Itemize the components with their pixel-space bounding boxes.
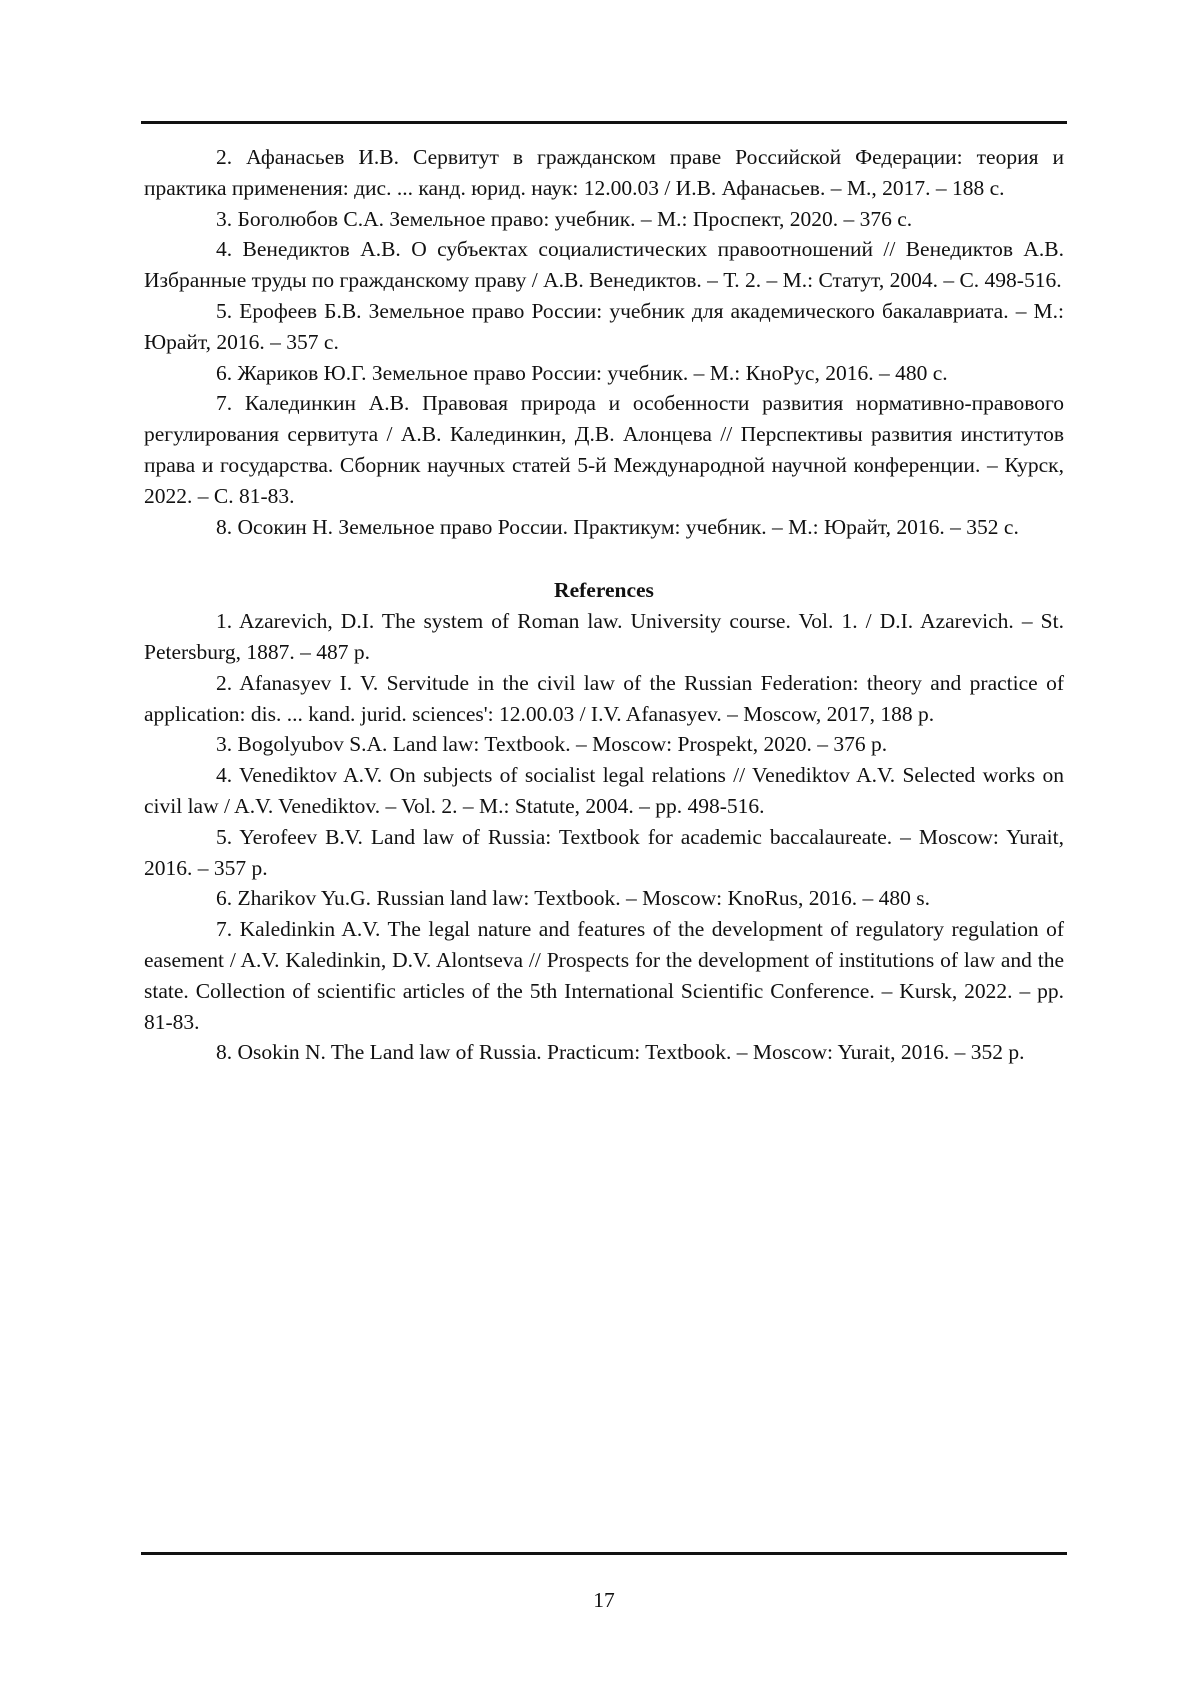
- reference-item: 8. Осокин Н. Земельное право России. Практикум: учебник. – М.: Юрайт, 2016. – 352 с.: [144, 512, 1064, 543]
- page-content: [144, 142, 1064, 1068]
- page-number: 17: [0, 1585, 1200, 1615]
- reference-item: 1. Azarevich, D.I. The system of Roman law. University course. Vol. 1. / D.I. Azarevich. – St. Petersburg, 1887. – 487 p.: [144, 606, 1064, 668]
- reference-item: 4. Венедиктов А.В. О субъектах социалистических правоотношений // Венедиктов А.В. Избранные труды по гражданскому праву / А.В. Венедиктов. – Т. 2. – М.: Статут, 2004. – С. 498-516.: [144, 234, 1064, 296]
- reference-item: 8. Osokin N. The Land law of Russia. Practicum: Textbook. – Moscow: Yurait, 2016. – 352 p.: [144, 1037, 1064, 1068]
- reference-item: 7. Калединкин А.В. Правовая природа и особенности развития нормативно-правового регулирования сервитута / А.В. Калединкин, Д.В. Алонцева // Перспективы развития институтов права и государства. Сборник научных статей 5-й Международной научной конференции. – Курск, 2022. – С. 81-83.: [144, 388, 1064, 511]
- reference-item: 7. Kaledinkin A.V. The legal nature and features of the development of regulatory regulation of easement / A.V. Kaledinkin, D.V. Alontseva // Prospects for the development of institutions of law and the state. Collection of scientific articles of the 5th International Scientific Conference. – Kursk, 2022. – pp. 81-83.: [144, 914, 1064, 1037]
- reference-item: 6. Жариков Ю.Г. Земельное право России: учебник. – М.: КноРус, 2016. – 480 с.: [144, 358, 1064, 389]
- reference-item: 2. Афанасьев И.В. Сервитут в гражданском праве Российской Федерации: теория и практика применения: дис. ... канд. юрид. наук: 12.00.03 / И.В. Афанасьев. – М., 2017. – 188 с.: [144, 142, 1064, 204]
- reference-item: 2. Afanasyev I. V. Servitude in the civil law of the Russian Federation: theory and practice of application: dis. ... kand. jurid. sciences': 12.00.03 / I.V. Afanasyev. – Moscow, 2017, 188 p.: [144, 668, 1064, 730]
- reference-item: 5. Yerofeev B.V. Land law of Russia: Textbook for academic baccalaureate. – Moscow: Yurait, 2016. – 357 p.: [144, 822, 1064, 884]
- header-rule: [141, 121, 1067, 124]
- reference-item: 5. Ерофеев Б.В. Земельное право России: учебник для академического бакалавриата. – М.: Юрайт, 2016. – 357 с.: [144, 296, 1064, 358]
- reference-item: 3. Боголюбов С.А. Земельное право: учебник. – М.: Проспект, 2020. – 376 с.: [144, 204, 1064, 235]
- reference-item: 3. Bogolyubov S.A. Land law: Textbook. – Moscow: Prospekt, 2020. – 376 p.: [144, 729, 1064, 760]
- reference-item: 6. Zharikov Yu.G. Russian land law: Textbook. – Moscow: KnoRus, 2016. – 480 s.: [144, 883, 1064, 914]
- reference-item: 4. Venediktov A.V. On subjects of socialist legal relations // Venediktov A.V. Selected works on civil law / A.V. Venediktov. – Vol. 2. – M.: Statute, 2004. – pp. 498-516.: [144, 760, 1064, 822]
- footer-rule: [141, 1552, 1067, 1555]
- english-reference-list: [144, 606, 1064, 1068]
- references-heading: References: [144, 575, 1064, 606]
- russian-reference-list: [144, 142, 1064, 542]
